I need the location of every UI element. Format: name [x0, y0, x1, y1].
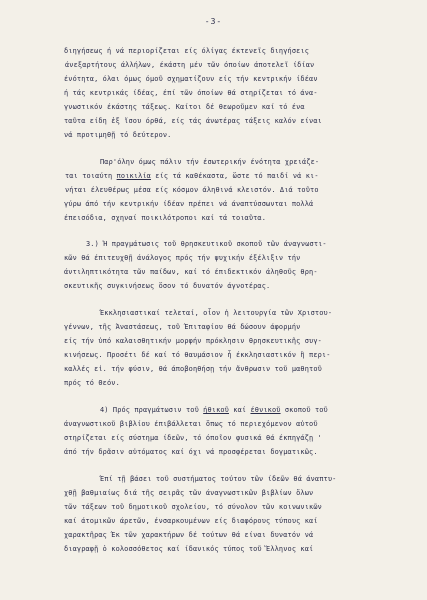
text-line: κινήσεως. Προσέτι δέ καί τό θαυμάσιον ἧ έκκλησιαστικόν ἢ περι- [64, 351, 331, 359]
text-line: 3.) Ἡ πραγμάτωσις τοῦ θρησκευτικοῦ σκοποῦ τῶν άναγνωστι- [86, 240, 327, 248]
text-line: πρός τό Θεόν. [64, 379, 120, 387]
text-line: άναγνωστικοῦ βιβλίου έπιβάλλεται ὅπως τό περιεχόμενον αὐτοῦ [64, 420, 318, 428]
text-line: νά προτιμηθῇ τό δεύτερον. [64, 131, 172, 139]
text-line: σκευτικῆς συγκινήσεως ὅσον τό δυνατόν άγνοτέρας. [64, 282, 271, 290]
text-line: άντιληπτικότητα τῶν παίδων, καί τό έπιδεκτικόν άληθοῦς θρη- [64, 268, 318, 276]
text-line: γέννων, τῆς Άναστάσεως, τοῦ Έπιταφίου θά δώσουν άφορμήν [64, 323, 301, 331]
text-line: 4) Πρός πραγμάτωσιν τοῦ ήθικοῦ καί έθνικοῦ σκοποῦ τοῦ [100, 406, 328, 414]
text-line: είς τήν ὑπό καλαισθητικήν μορφήν πρόκλησιν θρησκευτικῆς συγ- [64, 337, 322, 345]
text-line: τῶν τάξεων τοῦ δημοτικοῦ σχολείου, τό σύνολον τῶν κοινωνικῶν [64, 503, 322, 511]
text-line: γύρω άπό τήν κεντρικήν ίδέαν πρέπει νά άναπτύσσωνται πολλά [64, 200, 314, 208]
text-line: γνωστικόν έκάστης τάξεως. Καίτοι δέ θεωροῦμεν καί τό ένα [64, 103, 305, 111]
text-line: Έπί τῇ βάσει τοῦ συστήματος τούτου τῶν ίδεῶν θά άναπτυ- [100, 475, 337, 483]
underlined-word: ποικιλία [116, 172, 151, 180]
text-line: χθῇ βαθμιαίως διά τῆς σειρᾶς τῶν άναγνωστικῶν βιβλίων ὅλων [64, 489, 314, 497]
text-line: νήται έλευθέρως μέσα είς κόσμον άληθινά κλειστόν. Διά τοῦτο [65, 186, 319, 194]
text-line: διηγήσεως ή νά περιορίζεται είς όλίγας έκτενεῖς διηγήσεις [64, 47, 310, 55]
underlined-word: έθνικοῦ [250, 406, 281, 414]
text-line: διαγραφῇ ὁ κολοσσόθετος καί ίδανικός τύπος τοῦ Ἕλληνος καί [64, 545, 314, 553]
text-line: έπεισόδια, σχηναί ποικιλότροποι καί τά τοιαῦτα. [64, 214, 267, 222]
text-line: καί άτομικῶν άρετῶν, ένσαρκουμένων είς διαφόρους τύπους καί [64, 517, 318, 525]
text-line: ένότητα, όλαι όμως όμοῦ σχηματίζουν είς τήν κεντρικήν ίδέαν [64, 75, 318, 83]
text-line: καλλές εἰ. τήν φύσιν, θά άποβοηθήσῃ τήν ἄνθρωσιν τοῦ μαθητοῦ [64, 365, 322, 373]
underlined-word: ήθικοῦ [203, 406, 229, 414]
text-line: άπό τήν δρᾶσιν αὐτόματος καί όχι νά προσφέρεται δογματικῶς. [64, 448, 318, 456]
text-line: Έκκλησιαστικαί τελεταί, οἷον ἡ λειτουργία τῶν Χριστου- [100, 309, 333, 317]
text-line: ή τάς κεντρικάς ίδέας, έπί τῶν όποίων θά στηρίζεται τό άνα- [64, 89, 318, 97]
text-line: άνεξαρτήτους άλλήλων, έκάστη μέν τῶν όποίων άποτελεῖ ίδίαν [65, 61, 315, 69]
text-line: χαρακτῆρας Έκ τῶν χαρακτήρων δέ τούτων θά είναι δυνατόν νά [64, 531, 314, 539]
text-line: Παρ'όλην όμως πάλιν τήν έσωτερικήν ένότητα χρειάζε- [100, 158, 320, 166]
text-line: ταῦτα είδη ἐξ ἴσου όρθά, είς τάς άνωτέρας τάξεις καλόν είναι [64, 117, 322, 125]
text-line: ται τοιαύτη ποικιλία είς τά καθέκαστα, ὥστε τό παιδί νά κι- [65, 172, 319, 180]
text-line: στηρίζεται είς σύστημα ίδεῶν, τό όποῖον φυσικά θά έκπηγάζῃ ' [64, 434, 322, 442]
page-number: -3- [204, 17, 223, 26]
text-line: κῶν θά έπιτευχθῇ άνάλογος πρός τήν ψυχικήν έξέλιξιν τήν [64, 254, 301, 262]
